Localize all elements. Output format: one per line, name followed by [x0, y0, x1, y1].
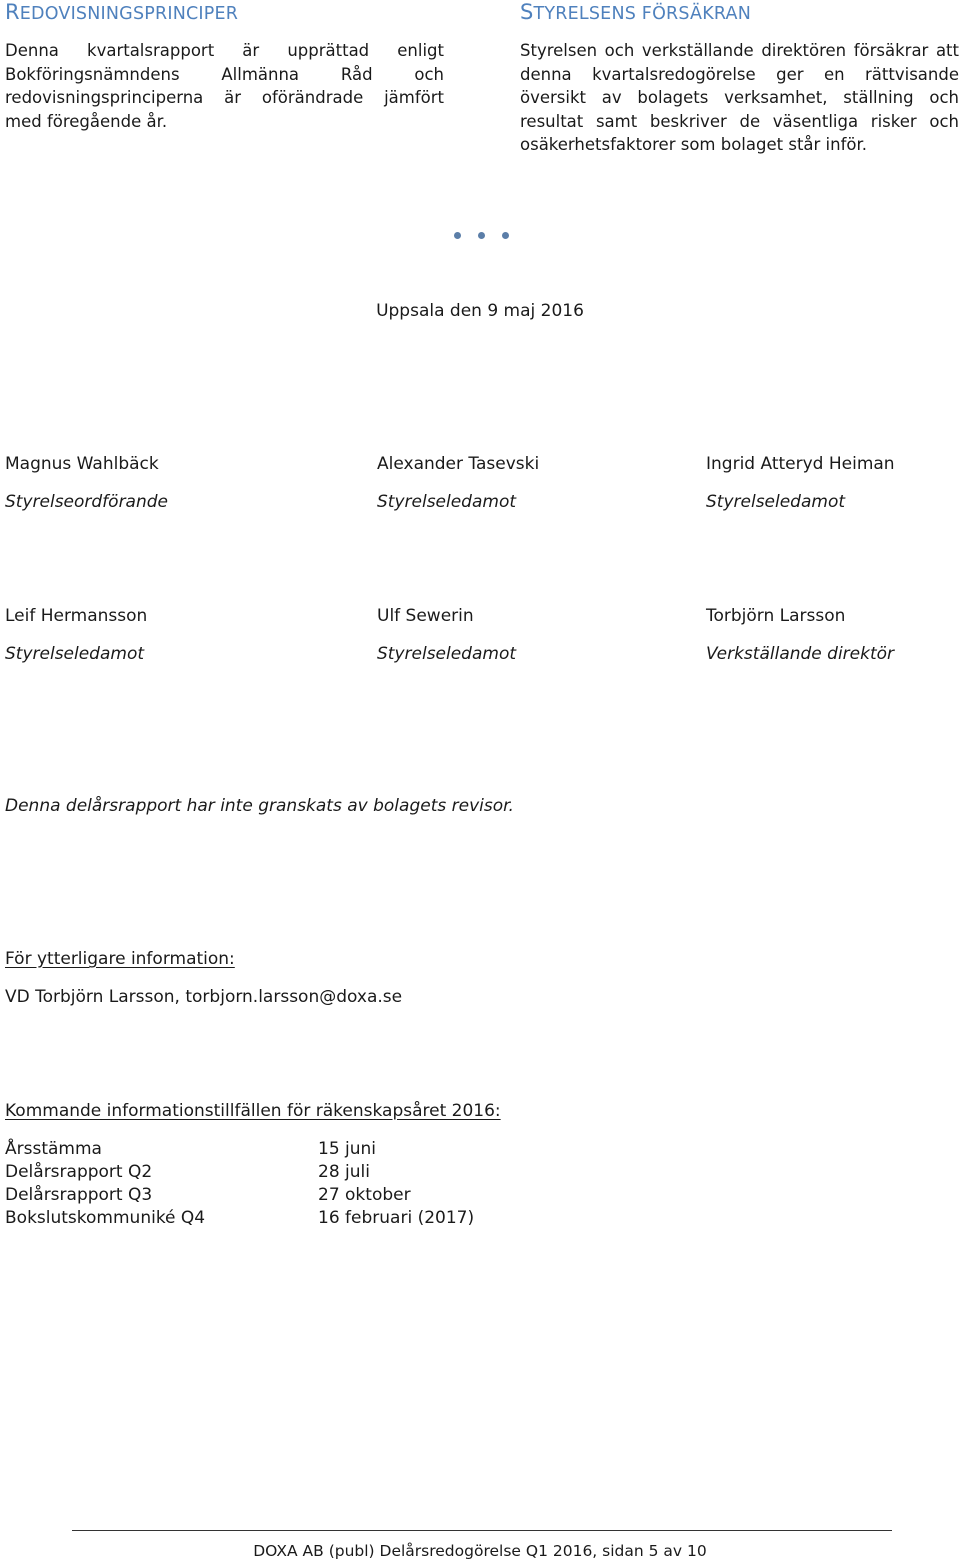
heading-redovisningsprinciper [5, 0, 238, 24]
paragraph-line: denna kvartalsredogörelse ger en rättvisande [520, 64, 959, 84]
schedule-row [5, 1139, 377, 1159]
schedule-event: Bokslutskommuniké Q4 [5, 1208, 206, 1228]
schedule-heading: Kommande informationstillfällen för räkenskapsåret 2016: [5, 1101, 501, 1121]
paragraph-line: översikt av bolagets verksamhet, ställning och [520, 88, 959, 108]
signatory-role: Styrelseledamot [377, 492, 517, 512]
heading-initial: R [5, 0, 20, 24]
paragraph-line: Bokföringsnämndens Allmänna Råd och [5, 64, 444, 84]
signatory-role: Styrelseledamot [706, 492, 846, 512]
place-date: Uppsala den 9 maj 2016 [376, 301, 584, 321]
signatory-name: Ulf Sewerin [377, 606, 474, 626]
heading-rest: TYRELSENS FÖRSÄKRAN [533, 4, 751, 24]
paragraph-redovisningsprinciper [5, 39, 444, 133]
paragraph-line: med föregående år. [5, 111, 168, 131]
footer-text: DOXA AB (publ) Delårsredogörelse Q1 2016, sidan 5 av 10 [253, 1542, 707, 1560]
signatory-name: Alexander Tasevski [377, 454, 540, 474]
dot [502, 232, 509, 239]
schedule-date: 27 oktober [318, 1185, 411, 1205]
dot [478, 232, 485, 239]
heading-styrelsens-forsakran [520, 0, 751, 24]
heading-initial: S [520, 0, 534, 24]
footer-rule [72, 1530, 892, 1531]
signatory-name: Torbjörn Larsson [706, 606, 846, 626]
signatory-name: Magnus Wahlbäck [5, 454, 159, 474]
signatory-role: Styrelseledamot [5, 644, 145, 664]
paragraph-line: Styrelsen och verkställande direktören försäkrar att [520, 41, 959, 60]
schedule-event: Årsstämma [5, 1139, 102, 1159]
signatory-role: Styrelseledamot [377, 644, 517, 664]
paragraph-line: Denna kvartalsrapport är upprättad enligt [5, 41, 444, 60]
heading-rest: EDOVISNINGSPRINCIPER [19, 4, 239, 24]
signatory-name: Leif Hermansson [5, 606, 148, 626]
schedule-event: Delårsrapport Q3 [5, 1185, 153, 1205]
paragraph-line: resultat samt beskriver de väsentliga risker och [520, 111, 959, 131]
contact-line: VD Torbjörn Larsson, torbjorn.larsson@doxa.se [5, 987, 403, 1007]
schedule-date: 28 juli [318, 1162, 370, 1182]
review-note: Denna delårsrapport har inte granskats av bolagets revisor. [5, 796, 514, 816]
schedule-date: 15 juni [318, 1139, 377, 1159]
schedule-row [5, 1185, 411, 1205]
signatory-role: Styrelseordförande [5, 492, 169, 512]
signatory-name: Ingrid Atteryd Heiman [706, 454, 895, 474]
schedule-row [5, 1208, 475, 1228]
paragraph-styrelsens-forsakran [520, 39, 959, 157]
schedule-date: 16 februari (2017) [318, 1208, 475, 1228]
dot [454, 232, 461, 239]
paragraph-line: osäkerhetsfaktorer som bolaget står inför. [520, 135, 868, 155]
paragraph-line: redovisningsprinciperna är oförändrade jämfört [5, 88, 444, 108]
schedule-event: Delårsrapport Q2 [5, 1162, 153, 1182]
schedule-row [5, 1162, 370, 1182]
signatory-role: Verkställande direktör [706, 644, 895, 664]
contact-heading: För ytterligare information: [5, 949, 235, 969]
